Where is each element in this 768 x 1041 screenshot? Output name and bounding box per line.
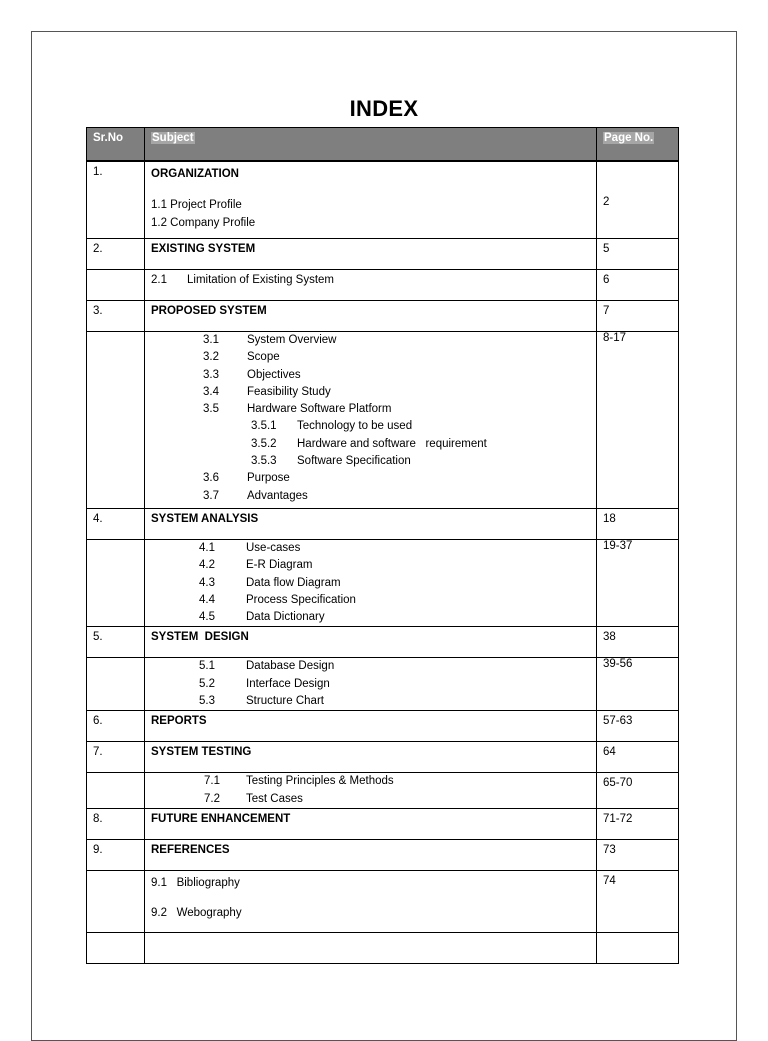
table-row-empty (87, 933, 679, 964)
subject-cell (145, 871, 597, 933)
sr-cell (87, 658, 145, 711)
subject-cell: REPORTS (145, 711, 597, 742)
list-item: 3.1 System Overview (203, 334, 337, 346)
page-cell: 5 (597, 239, 679, 270)
list-item: 3.5.1 Technology to be used (251, 420, 413, 433)
table-row (87, 742, 679, 773)
page-cell: 7 (597, 301, 679, 332)
table-row (87, 332, 679, 509)
subject-cell: SYSTEM ANALYSIS (145, 509, 597, 540)
page-cell: 38 (597, 627, 679, 658)
section-heading: ORGANIZATION (151, 167, 239, 180)
list-item: 5.3 Structure Chart (199, 695, 324, 708)
table-row (87, 840, 679, 871)
subject-cell (145, 270, 597, 301)
list-item: 5.1 Database Design (199, 660, 335, 673)
page-cell: 65-70 (597, 773, 679, 809)
sr-cell: 5. (87, 627, 145, 658)
page-cell: 74 (597, 871, 679, 933)
sr-cell: 8. (87, 809, 145, 840)
table-row (87, 871, 679, 933)
page-cell: 39-56 (597, 658, 679, 711)
page-cell (597, 161, 679, 239)
list-item: 3.5 Hardware Software Platform (203, 403, 392, 416)
subject-cell: EXISTING SYSTEM (145, 239, 597, 270)
page-cell: 57-63 (597, 711, 679, 742)
list-item: 4.1 Use-cases (199, 542, 301, 554)
subject-cell: SYSTEM DESIGN (145, 627, 597, 658)
sr-cell: 3. (87, 301, 145, 332)
header-page (597, 128, 679, 161)
list-item: 5.2 Interface Design (199, 677, 330, 690)
page-cell: 71-72 (597, 809, 679, 840)
list-item: 4.4 Process Specification (199, 593, 356, 606)
page-cell: 19-37 (597, 540, 679, 627)
list-item: 3.7 Advantages (203, 489, 308, 502)
subject-cell: FUTURE ENHANCEMENT (145, 809, 597, 840)
page-cell: 6 (597, 270, 679, 301)
subject-cell: PROPOSED SYSTEM (145, 301, 597, 332)
subject-cell (145, 161, 597, 239)
list-item: 4.5 Data Dictionary (199, 611, 325, 624)
table-row (87, 270, 679, 301)
table-row (87, 301, 679, 332)
list-item: 4.2 E-R Diagram (199, 559, 313, 572)
sr-cell (87, 871, 145, 933)
table-row (87, 773, 679, 809)
header-srno: Sr.No (87, 128, 145, 161)
header-row (87, 128, 679, 161)
sr-cell (87, 332, 145, 509)
sr-cell: 2. (87, 239, 145, 270)
table-row (87, 658, 679, 711)
list-item: 4.3 Data flow Diagram (199, 576, 341, 589)
page-cell: 18 (597, 509, 679, 540)
subject-cell (145, 933, 597, 964)
subsection-item: 1.2 Company Profile (151, 216, 256, 229)
index-table (86, 127, 679, 964)
subject-cell (145, 332, 597, 509)
sr-cell (87, 933, 145, 964)
table-row (87, 239, 679, 270)
sr-cell: 6. (87, 711, 145, 742)
header-subject (145, 128, 597, 161)
sr-cell: 9. (87, 840, 145, 871)
list-item: 3.6 Purpose (203, 472, 290, 485)
page-number: 2 (603, 195, 610, 208)
subject-cell: REFERENCES (145, 840, 597, 871)
subject-cell (145, 540, 597, 627)
table-row (87, 509, 679, 540)
item-number: 2.1 (151, 274, 167, 286)
table-row (87, 540, 679, 627)
list-item: 7.2 Test Cases (204, 792, 303, 805)
page-cell: 8-17 (597, 332, 679, 509)
list-item: 7.1 Testing Principles & Methods (204, 775, 394, 788)
sr-cell: 4. (87, 509, 145, 540)
subject-cell: SYSTEM TESTING (145, 742, 597, 773)
page-cell: 73 (597, 840, 679, 871)
subject-cell (145, 773, 597, 809)
subject-cell (145, 658, 597, 711)
sr-cell (87, 540, 145, 627)
header-page-label: Page No. (604, 132, 654, 144)
list-item: 3.4 Feasibility Study (203, 385, 331, 398)
sr-cell: 7. (87, 742, 145, 773)
list-item: 3.5.2 Hardware and software requirement (251, 437, 487, 450)
subsection-item: 1.1 Project Profile (151, 198, 242, 211)
header-subject-label: Subject (152, 132, 194, 144)
table-row (87, 809, 679, 840)
list-item: 3.5.3 Software Specification (251, 455, 411, 468)
sr-cell: 1. (87, 161, 145, 239)
list-item: 9.2 Webography (151, 907, 242, 920)
item-text: Limitation of Existing System (187, 274, 335, 286)
table-row (87, 711, 679, 742)
page-title: INDEX (349, 96, 419, 121)
page-cell (597, 933, 679, 964)
list-item: 9.1 Bibliography (151, 877, 240, 890)
list-item: 3.3 Objectives (203, 368, 301, 381)
sr-cell (87, 270, 145, 301)
table-row (87, 627, 679, 658)
sr-cell (87, 773, 145, 809)
list-item: 3.2 Scope (203, 351, 280, 364)
table-row (87, 161, 679, 239)
page-cell: 64 (597, 742, 679, 773)
